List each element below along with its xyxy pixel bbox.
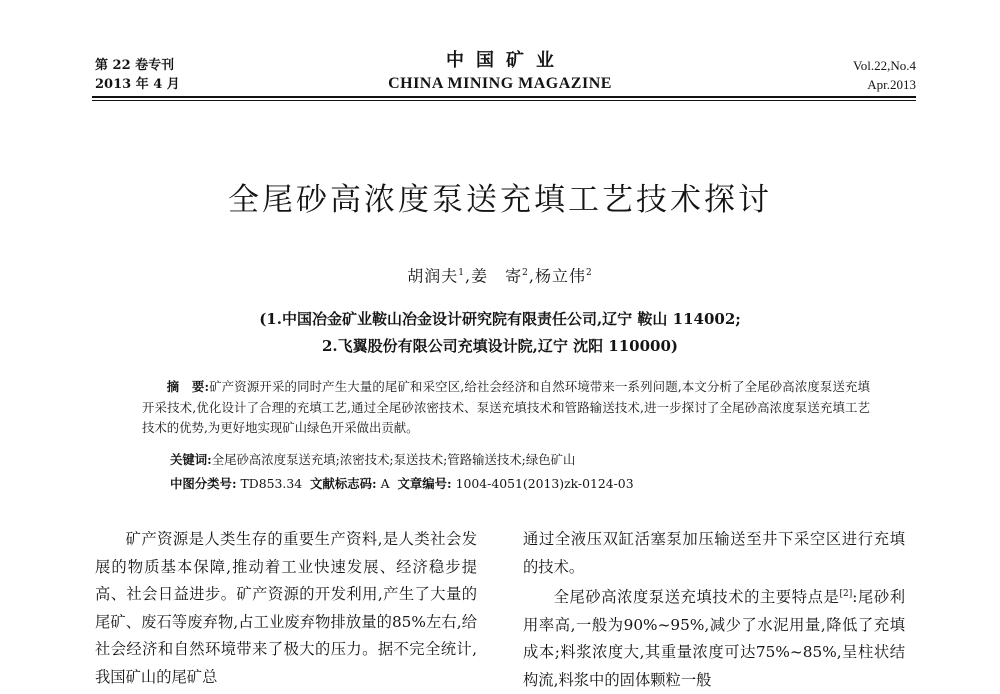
body-paragraph: 通过全液压双缸活塞泵加压输送至井下采空区进行充填的技术。 bbox=[523, 530, 905, 576]
doc-code-label: 文献标志码: bbox=[310, 476, 377, 491]
volume-number: Vol.22,No.4 bbox=[853, 58, 916, 73]
abstract-label: 摘 要: bbox=[166, 379, 210, 394]
article-id-label: 文章编号: bbox=[397, 476, 452, 491]
body-paragraph bbox=[523, 581, 905, 694]
header-rule-thin bbox=[92, 100, 916, 101]
journal-name-en: CHINA MINING MAGAZINE bbox=[388, 75, 612, 92]
header-rule-thick bbox=[92, 96, 916, 98]
body-text: :尾砂利用率高,一般为90%~95%,减少了水泥用量,降低了充填成本;料浆浓度大,其重量浓度可达75%~85%,呈柱状结构流,料浆中的固体颗粒一般 bbox=[523, 588, 905, 689]
body-column-left bbox=[95, 526, 477, 691]
article-id-value: 1004-4051(2013)zk-0124-03 bbox=[455, 476, 634, 491]
clc-label: 中图分类号: bbox=[170, 476, 237, 491]
issue-date: 2013 年 4 月 bbox=[95, 77, 180, 92]
article-title: 全尾砂高浓度泵送充填工艺技术探讨 bbox=[228, 182, 772, 218]
author-affiliation-mark: 2 bbox=[522, 268, 529, 278]
keywords-text: 全尾砂高浓度泵送充填;浓密技术;泵送技术;管路输送技术;绿色矿山 bbox=[211, 452, 576, 467]
abstract-text: 矿产资源开采的同时产生大量的尾矿和采空区,给社会经济和自然环境带来一系列问题,本文分析了全尾砂高浓度泵送充填开采技术,优化设计了合理的充填工艺,通过全尾砂浓密技术、泵送充填技术和管路输送技术,进一步探讨了全尾砂高浓度泵送充填工艺技术的优势,为更好地实现矿山绿色开采做出贡献。 bbox=[142, 379, 870, 435]
issue-date-en: Apr.2013 bbox=[867, 77, 916, 92]
abstract bbox=[142, 377, 870, 439]
author-list: 胡润夫$^1$,姜 寄$^2$,杨立伟$^2$ bbox=[407, 266, 593, 286]
body-text: 全尾砂高浓度泵送充填技术的主要特点是 bbox=[553, 588, 840, 607]
body-column-right bbox=[523, 526, 905, 694]
author-name: 姜 寄 bbox=[471, 266, 523, 286]
author-affiliation-mark: 2 bbox=[585, 268, 593, 278]
affiliation-1: (1.中国冶金矿业鞍山冶金设计研究院有限责任公司,辽宁 鞍山 114002; bbox=[259, 310, 741, 328]
issue-info bbox=[95, 56, 180, 94]
journal-name-cn: 中国矿业 bbox=[446, 50, 566, 71]
affiliation-2: 2.飞翼股份有限公司充填设计院,辽宁 沈阳 110000) bbox=[321, 337, 679, 355]
classification-line bbox=[170, 474, 638, 494]
author-name: 杨立伟 bbox=[534, 266, 586, 286]
volume-label: 第 22 卷专刊 bbox=[95, 58, 175, 73]
author-name: 胡润夫 bbox=[407, 266, 459, 286]
volume-info-en bbox=[853, 56, 916, 94]
clc-value: TD853.34 bbox=[240, 476, 303, 491]
author-affiliation-mark: 1 bbox=[458, 268, 466, 278]
body-paragraph: 矿产资源是人类生存的重要生产资料,是人类社会发展的物质基本保障,推动着工业快速发展、经济稳步提高、社会日益进步。矿产资源的开发利用,产生了大量的尾矿、废石等废弃物,占工业废弃物排放量的85%左右,给社会经济和自然环境带来了极大的压力。据不完全统计,我国矿山的尾矿总 bbox=[95, 530, 477, 686]
keywords-label: 关键词: bbox=[170, 452, 212, 467]
keywords bbox=[170, 450, 575, 470]
doc-code-value: A bbox=[380, 476, 390, 491]
journal-name bbox=[360, 49, 640, 94]
citation-ref: [2] bbox=[839, 589, 853, 599]
